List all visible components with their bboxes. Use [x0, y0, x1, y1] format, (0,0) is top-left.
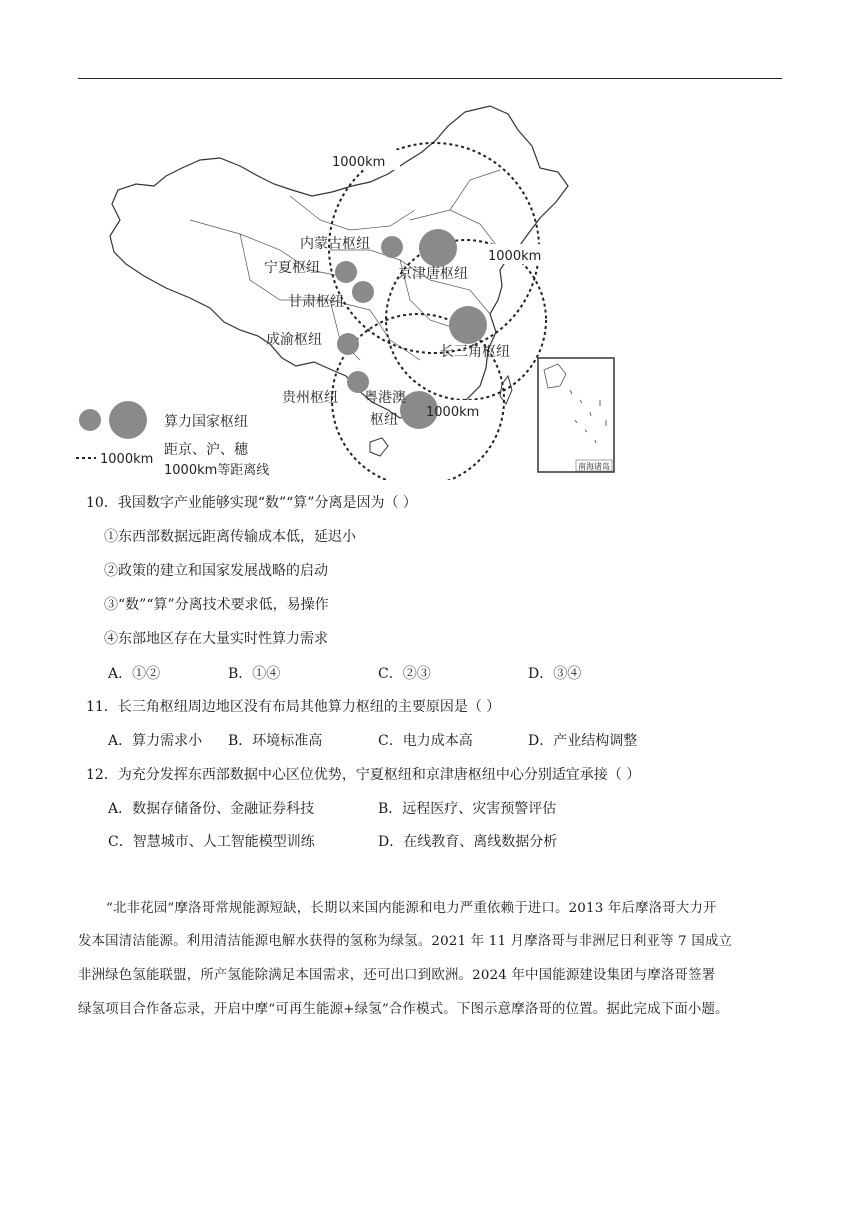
passage-line-3: 非洲绿色氢能联盟，所产氢能除满足本国需求，还可出口到欧洲。2024 年中国能源建设集团与摩洛哥签署	[78, 968, 716, 983]
legend-line-label: 1000km	[100, 452, 154, 467]
q10-option-c[interactable]: C．②③	[378, 666, 431, 682]
q10-statement-2: ②政策的建立和国家发展战略的启动	[104, 563, 328, 579]
q10-statement-1: ①东西部数据远距离传输成本低，延迟小	[104, 529, 356, 545]
passage-line-4: 绿氢项目合作备忘录，开启中摩“可再生能源+绿氢”合作模式。下图示意摩洛哥的位置。据此完成下面小题。	[78, 1002, 729, 1017]
q11-option-b[interactable]: B．环境标准高	[228, 733, 323, 749]
hub-jingjintang	[419, 229, 457, 267]
south-china-sea-inset	[538, 358, 614, 472]
q11-option-c[interactable]: C．电力成本高	[378, 733, 473, 749]
hub-label-changsanjiao: 长三角枢纽	[440, 344, 510, 360]
hub-label-yuegangao-2: 枢纽	[370, 412, 398, 428]
distance-label-2: 1000km	[488, 249, 542, 264]
passage-line-1: “北非花园”摩洛哥常规能源短缺，长期以来国内能源和电力严重依赖于进口。2013 年后摩洛哥大力开	[106, 901, 717, 916]
hub-label-gansu: 甘肃枢纽	[288, 294, 344, 310]
hub-changsanjiao	[449, 306, 487, 344]
hub-label-ningxia: 宁夏枢纽	[264, 260, 320, 276]
hub-neimenggu	[381, 236, 403, 258]
distance-label-3: 1000km	[426, 405, 480, 420]
hub-label-guizhou: 贵州枢纽	[282, 390, 338, 406]
q11-stem: 11．长三角枢纽周边地区没有布局其他算力枢纽的主要原因是（ ）	[86, 699, 501, 715]
legend-line-desc-1: 距京、沪、穗	[164, 442, 248, 458]
passage-line-2: 发本国清洁能源。利用清洁能源电解水获得的氢称为绿氢。2021 年 11 月摩洛哥与非洲尼日利亚等 7 国成立	[78, 934, 733, 949]
q11-option-a[interactable]: A．算力需求小	[108, 733, 203, 749]
header-rule	[78, 78, 782, 79]
q10-stem: 10．我国数字产业能够实现“数”“算”分离是因为（ ）	[86, 495, 417, 511]
hub-label-chengyu: 成渝枢纽	[266, 332, 322, 348]
q12-option-a[interactable]: A．数据存储备份、金融证券科技	[108, 801, 315, 817]
legend-hub-label: 算力国家枢纽	[164, 414, 248, 430]
q12-option-b[interactable]: B．远程医疗、灾害预警评估	[378, 801, 557, 817]
hub-chengyu	[337, 333, 359, 355]
q10-option-a[interactable]: A．①②	[108, 666, 161, 682]
distance-label-1: 1000km	[332, 155, 386, 170]
legend-large-hub	[109, 401, 147, 439]
hub-gansu	[352, 281, 374, 303]
q12-stem: 12．为充分发挥东西部数据中心区位优势，宁夏枢纽和京津唐枢纽中心分别适宜承接（ ）	[86, 767, 641, 783]
q10-option-b[interactable]: B．①④	[228, 666, 281, 682]
hub-label-jingjintang: 京津唐枢纽	[398, 266, 468, 282]
q11-option-d[interactable]: D．产业结构调整	[528, 733, 638, 749]
legend-small-hub	[79, 409, 101, 431]
inset-label: 南海诸岛	[578, 462, 610, 471]
hub-ningxia	[335, 261, 357, 283]
q12-option-c[interactable]: C．智慧城市、人工智能模型训练	[108, 834, 315, 850]
q10-statement-4: ④东部地区存在大量实时性算力需求	[104, 631, 328, 647]
hub-label-neimenggu: 内蒙古枢纽	[300, 236, 370, 252]
hub-label-yuegangao: 粤港澳	[364, 390, 406, 406]
q10-option-d[interactable]: D．③④	[528, 666, 582, 682]
q10-statement-3: ③“数”“算”分离技术要求低，易操作	[104, 597, 329, 613]
legend-line-desc-2: 1000km等距离线	[164, 463, 270, 478]
q12-option-d[interactable]: D．在线教育、离线数据分析	[378, 834, 558, 850]
china-computing-hub-map	[70, 100, 630, 480]
